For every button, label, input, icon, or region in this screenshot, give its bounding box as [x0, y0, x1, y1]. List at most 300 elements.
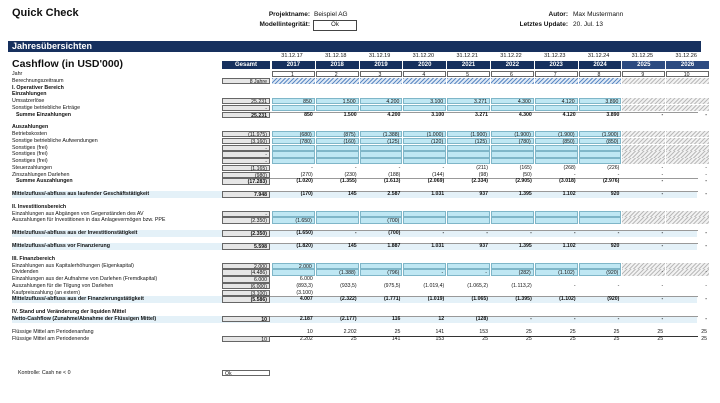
- value-cell[interactable]: [272, 151, 315, 157]
- row-label: Sonstiges (frei): [12, 151, 48, 158]
- value-cell[interactable]: [447, 263, 490, 269]
- value-cell[interactable]: [622, 211, 665, 217]
- author-value[interactable]: Max Mustermann: [573, 11, 624, 18]
- update-value[interactable]: 20. Jul. 13: [573, 21, 603, 28]
- cashflow-title: Cashflow (in USD'000): [12, 58, 124, 70]
- value-cell[interactable]: [622, 217, 665, 223]
- value-cell[interactable]: [666, 217, 709, 223]
- value-cell[interactable]: [316, 145, 359, 151]
- value-cell: (128): [475, 316, 488, 323]
- value-cell: [535, 78, 578, 84]
- table-row: [0, 316, 720, 322]
- value-cell: (1.820): [296, 243, 313, 250]
- value-cell: (170): [300, 191, 313, 198]
- value-cell: (2.905): [515, 178, 532, 185]
- value-cell: 25: [526, 335, 532, 342]
- value-cell[interactable]: 3.100: [403, 98, 446, 104]
- table-row: [0, 85, 720, 91]
- value-cell[interactable]: [360, 263, 403, 269]
- value-cell[interactable]: (160): [316, 138, 359, 144]
- total-cell: -: [222, 158, 270, 164]
- value-cell: [316, 276, 359, 282]
- value-cell[interactable]: (125): [447, 138, 490, 144]
- value-cell[interactable]: [272, 145, 315, 151]
- table-row: [0, 71, 720, 77]
- value-cell: 4.120: [562, 111, 576, 118]
- year-column-header: 2022: [491, 61, 534, 69]
- table-row: [0, 78, 720, 84]
- value-cell[interactable]: [535, 145, 578, 151]
- table-row: [0, 276, 720, 282]
- value-cell: -: [617, 230, 620, 237]
- table-row: [0, 172, 720, 178]
- value-cell: 4.300: [518, 111, 532, 118]
- value-cell[interactable]: [622, 151, 665, 157]
- value-cell[interactable]: [666, 145, 709, 151]
- value-cell[interactable]: [666, 211, 709, 217]
- value-cell[interactable]: [316, 263, 359, 269]
- section-label: I. Operativer Bereich: [12, 84, 64, 91]
- period-date: 31.12.22: [500, 53, 522, 59]
- row-label: Auszahlungen für die Tilgung von Darlehen: [12, 282, 114, 289]
- value-cell[interactable]: 1.500: [316, 98, 359, 104]
- value-cell[interactable]: [622, 105, 665, 111]
- total-column-header: Gesamt: [222, 61, 270, 69]
- value-cell: [360, 78, 403, 84]
- value-cell[interactable]: [622, 98, 665, 104]
- value-cell: 25: [394, 328, 401, 335]
- value-cell[interactable]: [447, 158, 490, 164]
- value-cell[interactable]: [579, 211, 622, 217]
- value-cell[interactable]: 3.271: [447, 98, 490, 104]
- value-cell[interactable]: [403, 105, 446, 111]
- value-cell: (226): [607, 164, 620, 171]
- value-cell: 25: [569, 328, 576, 335]
- value-cell: 1.395: [518, 243, 532, 250]
- value-cell: 145: [347, 191, 357, 198]
- value-cell: -: [661, 282, 664, 289]
- author-label: Autor:: [548, 11, 568, 18]
- value-cell[interactable]: [666, 131, 709, 137]
- value-cell[interactable]: (1.900): [535, 131, 578, 137]
- table-row: [0, 256, 720, 262]
- row-label: Netto-Cashflow (Zunahme/Abnahme der Flüssigen Mittel): [12, 316, 157, 323]
- total-cell: 8 Jahre: [222, 78, 270, 84]
- value-cell: 1.031: [431, 243, 445, 250]
- table-row: [0, 211, 720, 217]
- year-column-header: 2018: [316, 61, 359, 69]
- value-cell[interactable]: [272, 269, 315, 275]
- value-cell[interactable]: [447, 105, 490, 111]
- row-label: Flüssige Mittel am Periodenende: [12, 335, 90, 342]
- value-cell[interactable]: [447, 211, 490, 217]
- value-cell: [272, 78, 315, 84]
- value-cell: [447, 276, 490, 282]
- table-row: [0, 158, 720, 164]
- value-cell[interactable]: 3.890: [579, 98, 622, 104]
- value-cell[interactable]: [403, 211, 446, 217]
- value-cell[interactable]: [666, 263, 709, 269]
- value-cell[interactable]: [535, 211, 578, 217]
- value-cell[interactable]: (1.650): [272, 217, 315, 223]
- value-cell: [491, 276, 534, 282]
- value-cell: 920: [610, 243, 620, 250]
- value-cell[interactable]: (796): [360, 269, 403, 275]
- value-cell[interactable]: [360, 158, 403, 164]
- value-cell: -: [661, 296, 664, 303]
- value-cell[interactable]: 4.120: [535, 98, 578, 104]
- row-label: Kaufpreiszahlung (an extern): [12, 289, 81, 296]
- value-cell[interactable]: [579, 158, 622, 164]
- value-cell: 6.000: [299, 276, 313, 283]
- value-cell[interactable]: (282): [491, 269, 534, 275]
- table-row: [0, 165, 720, 171]
- value-cell[interactable]: [491, 145, 534, 151]
- value-cell: 25: [657, 335, 664, 342]
- value-cell[interactable]: [622, 131, 665, 137]
- table-row: [0, 204, 720, 210]
- value-cell: [535, 290, 578, 296]
- value-cell[interactable]: [491, 105, 534, 111]
- value-cell[interactable]: (125): [360, 138, 403, 144]
- value-cell: -: [442, 230, 445, 237]
- value-cell: -: [705, 230, 707, 237]
- value-cell: (3.100): [296, 289, 313, 296]
- value-cell: (270): [300, 171, 313, 178]
- value-cell: -: [486, 230, 488, 237]
- value-cell: 1.887: [387, 243, 401, 250]
- year-column-header: 2026: [666, 61, 709, 69]
- value-cell: 4.200: [387, 111, 401, 118]
- value-cell: [316, 78, 359, 84]
- table-row: [0, 309, 720, 315]
- value-cell[interactable]: (780): [491, 138, 534, 144]
- value-cell[interactable]: (850): [535, 138, 578, 144]
- value-cell[interactable]: [447, 151, 490, 157]
- value-cell[interactable]: (680): [272, 131, 315, 137]
- table-row: [0, 145, 720, 151]
- value-cell[interactable]: [666, 98, 709, 104]
- value-cell: [447, 290, 490, 296]
- value-cell: -: [530, 316, 532, 323]
- total-cell: [222, 71, 270, 77]
- row-label: Summe Auszahlungen: [16, 178, 73, 185]
- period-date: 31.12.20: [412, 53, 435, 59]
- year-column-header: 2020: [403, 61, 446, 69]
- value-cell: -: [661, 316, 664, 323]
- table-row: [0, 230, 720, 236]
- value-cell[interactable]: [579, 217, 622, 223]
- table-row: [0, 98, 720, 104]
- value-cell: (2.069): [427, 178, 445, 185]
- row-label: Mittelzufluss/-abfluss aus laufender Geschäftstätigkeit: [12, 191, 150, 198]
- value-cell[interactable]: [360, 151, 403, 157]
- row-label: Einzahlungen aus Abgängen von Gegenständen des AV: [12, 210, 144, 217]
- value-cell: 3.100: [431, 111, 445, 118]
- total-cell: 5.598: [222, 243, 270, 249]
- total-cell: [222, 329, 270, 335]
- value-cell[interactable]: [316, 217, 359, 223]
- value-cell: (2.177): [340, 316, 357, 323]
- value-cell[interactable]: [579, 105, 622, 111]
- value-cell: 25: [701, 328, 707, 335]
- row-label: Steuerzahlungen: [12, 164, 53, 171]
- value-cell: 153: [479, 328, 488, 335]
- value-cell[interactable]: [272, 105, 315, 111]
- value-cell: -: [661, 230, 664, 237]
- value-cell[interactable]: -: [403, 269, 446, 275]
- value-cell: -: [530, 230, 532, 237]
- table-row: [0, 217, 720, 223]
- value-cell[interactable]: [403, 158, 446, 164]
- row-label: Summe Einzahlungen: [16, 111, 72, 118]
- value-cell[interactable]: (1.000): [403, 131, 446, 137]
- row-label: Sonstige betriebliche Aufwendungen: [12, 137, 98, 144]
- value-cell[interactable]: [316, 211, 359, 217]
- row-label: Einzahlungen aus Kapitalerhöhungen (Eigenkapital): [12, 262, 134, 269]
- value-cell: 6: [491, 71, 534, 77]
- value-cell: (50): [522, 171, 532, 178]
- value-cell[interactable]: [447, 217, 490, 223]
- value-cell[interactable]: [272, 158, 315, 164]
- table-row: [0, 191, 720, 197]
- year-column-header: 2025: [622, 61, 665, 69]
- value-cell[interactable]: [535, 158, 578, 164]
- row-label: Einzahlungen aus der Aufnahme von Darlehen (Fremdkapital): [12, 276, 158, 283]
- value-cell: (2.976): [602, 178, 620, 185]
- value-cell[interactable]: (1.102): [535, 269, 578, 275]
- value-cell[interactable]: [622, 263, 665, 269]
- value-cell: [316, 290, 359, 296]
- value-cell: [579, 290, 622, 296]
- value-cell: -: [573, 316, 576, 323]
- period-date: 31.12.24: [587, 53, 610, 59]
- value-cell[interactable]: [403, 263, 446, 269]
- integrity-label: Modellintegrität:: [259, 21, 310, 28]
- control-status: Ok: [222, 370, 270, 376]
- value-cell[interactable]: (1.388): [316, 269, 359, 275]
- year-column-header: 2017: [272, 61, 315, 69]
- value-cell: [403, 78, 446, 84]
- value-cell[interactable]: 2.000: [272, 263, 315, 269]
- project-value[interactable]: Beispiel AG: [314, 11, 348, 18]
- value-cell: 2.202: [299, 335, 313, 342]
- row-label: Sonstiges (frei): [12, 144, 48, 151]
- value-cell[interactable]: [272, 211, 315, 217]
- value-cell: -: [398, 164, 401, 171]
- period-date: 31.12.26: [675, 53, 697, 59]
- value-cell: -: [661, 164, 664, 171]
- row-label: Betriebskosten: [12, 131, 48, 138]
- value-cell: -: [354, 164, 357, 171]
- value-cell[interactable]: [535, 217, 578, 223]
- period-date: 31.12.23: [544, 53, 566, 59]
- value-cell: (165): [519, 164, 532, 171]
- value-cell[interactable]: (1.900): [447, 131, 490, 137]
- total-cell: (4.486): [222, 269, 270, 275]
- value-cell: 3.271: [475, 111, 488, 118]
- value-cell[interactable]: [666, 105, 709, 111]
- value-cell: -: [354, 230, 357, 237]
- value-cell: 25: [350, 335, 357, 342]
- value-cell[interactable]: 4.300: [491, 98, 534, 104]
- value-cell[interactable]: [535, 105, 578, 111]
- value-cell: (975,5): [383, 282, 401, 289]
- value-cell: (2.322): [340, 296, 357, 303]
- value-cell: (1.395): [515, 296, 532, 303]
- total-cell: (11.975): [222, 131, 270, 137]
- total-cell: (2.350): [222, 217, 270, 223]
- period-date: 31.12.19: [368, 53, 391, 59]
- value-cell: 4.007: [299, 296, 313, 303]
- table-row: [0, 151, 720, 157]
- value-cell: (700): [388, 230, 401, 237]
- value-cell: (1.065): [471, 296, 488, 303]
- total-cell: 6.000: [222, 276, 270, 282]
- value-cell[interactable]: [403, 217, 446, 223]
- value-cell: 25: [613, 328, 620, 335]
- value-cell[interactable]: [535, 151, 578, 157]
- value-cell[interactable]: [491, 263, 534, 269]
- value-cell[interactable]: [360, 105, 403, 111]
- value-cell: -: [705, 164, 707, 171]
- value-cell[interactable]: [491, 158, 534, 164]
- value-cell[interactable]: [316, 105, 359, 111]
- table-row: [0, 263, 720, 269]
- value-cell[interactable]: [447, 145, 490, 151]
- value-cell[interactable]: [579, 151, 622, 157]
- table-row: [0, 138, 720, 144]
- year-column-header: 2021: [447, 61, 490, 69]
- total-cell: -: [222, 211, 270, 217]
- value-cell: (1.771): [383, 296, 401, 303]
- value-cell: 2.587: [387, 191, 401, 198]
- value-cell[interactable]: [666, 151, 709, 157]
- value-cell[interactable]: [360, 211, 403, 217]
- value-cell: 2.202: [343, 328, 357, 335]
- total-cell: (6.000): [222, 283, 270, 289]
- total-cell: (2.350): [222, 230, 270, 236]
- value-cell: -: [617, 316, 620, 323]
- value-cell: (920): [607, 296, 620, 303]
- value-cell[interactable]: [579, 145, 622, 151]
- value-cell: (188): [388, 171, 401, 178]
- section-label: Auszahlungen: [12, 124, 49, 131]
- value-cell[interactable]: (1.900): [491, 131, 534, 137]
- value-cell: 7: [535, 71, 578, 77]
- value-cell[interactable]: [316, 151, 359, 157]
- table-row: [0, 91, 720, 97]
- value-cell: (2.334): [471, 178, 488, 185]
- value-cell: (1.019,4): [423, 282, 445, 289]
- value-cell: (3.018): [559, 178, 576, 185]
- value-cell[interactable]: [579, 263, 622, 269]
- table-row: [0, 112, 720, 118]
- value-cell: -: [661, 243, 664, 250]
- value-cell[interactable]: [622, 138, 665, 144]
- value-cell[interactable]: [622, 158, 665, 164]
- table-row: [0, 269, 720, 275]
- value-cell[interactable]: -: [447, 269, 490, 275]
- value-cell[interactable]: [666, 158, 709, 164]
- value-cell: -: [705, 282, 707, 289]
- value-cell[interactable]: (1.388): [360, 131, 403, 137]
- value-cell[interactable]: [491, 151, 534, 157]
- total-cell: (3.160): [222, 138, 270, 144]
- value-cell[interactable]: (1.900): [579, 131, 622, 137]
- value-cell: -: [661, 111, 664, 118]
- value-cell: (1.650): [296, 230, 313, 237]
- value-cell[interactable]: [360, 145, 403, 151]
- value-cell: 25: [701, 335, 707, 342]
- value-cell[interactable]: (850): [579, 138, 622, 144]
- period-date: 31.12.18: [325, 53, 347, 59]
- value-cell[interactable]: (780): [272, 138, 315, 144]
- value-cell: 3.890: [606, 111, 620, 118]
- value-cell: 4: [403, 71, 446, 77]
- value-cell: (1.020): [296, 178, 313, 185]
- total-cell: -: [222, 105, 270, 111]
- value-cell: -: [705, 296, 707, 303]
- value-cell[interactable]: (875): [316, 131, 359, 137]
- value-cell[interactable]: (920): [579, 269, 622, 275]
- value-cell: [403, 276, 446, 282]
- value-cell[interactable]: 850: [272, 98, 315, 104]
- value-cell: [622, 290, 665, 296]
- value-cell: -: [705, 316, 707, 323]
- table-row: [0, 124, 720, 130]
- value-cell: -: [705, 243, 707, 250]
- value-cell[interactable]: (700): [360, 217, 403, 223]
- value-cell: 10: [307, 328, 313, 335]
- value-cell: 937: [479, 191, 488, 198]
- value-cell: 141: [391, 335, 401, 342]
- value-cell[interactable]: 4.200: [360, 98, 403, 104]
- table-row: [0, 296, 720, 302]
- value-cell: 1.102: [562, 191, 576, 198]
- value-cell: (211): [476, 164, 488, 171]
- value-cell[interactable]: [403, 145, 446, 151]
- value-cell[interactable]: (120): [403, 138, 446, 144]
- value-cell[interactable]: [622, 145, 665, 151]
- value-cell[interactable]: [491, 217, 534, 223]
- value-cell: -: [661, 178, 664, 185]
- value-cell[interactable]: [491, 211, 534, 217]
- value-cell[interactable]: -: [666, 269, 709, 275]
- value-cell: [666, 78, 709, 84]
- value-cell: 10: [666, 71, 709, 77]
- value-cell[interactable]: -: [622, 269, 665, 275]
- value-cell: 1.395: [518, 191, 532, 198]
- total-cell: 7.948: [222, 191, 270, 197]
- value-cell: 141: [435, 328, 445, 335]
- value-cell: 25: [526, 328, 532, 335]
- page-title: Quick Check: [12, 7, 79, 19]
- value-cell: 1: [272, 71, 315, 77]
- value-cell[interactable]: [666, 138, 709, 144]
- value-cell[interactable]: [535, 263, 578, 269]
- total-cell: (1.165): [222, 165, 270, 171]
- year-column-header: 2019: [360, 61, 403, 69]
- value-cell: [666, 290, 709, 296]
- value-cell[interactable]: [316, 158, 359, 164]
- value-cell[interactable]: [403, 151, 446, 157]
- value-cell: -: [705, 178, 707, 185]
- value-cell: [579, 78, 622, 84]
- section-label: III. Finanzbereich: [12, 255, 55, 262]
- value-cell: [666, 276, 709, 282]
- table-row: [0, 336, 720, 342]
